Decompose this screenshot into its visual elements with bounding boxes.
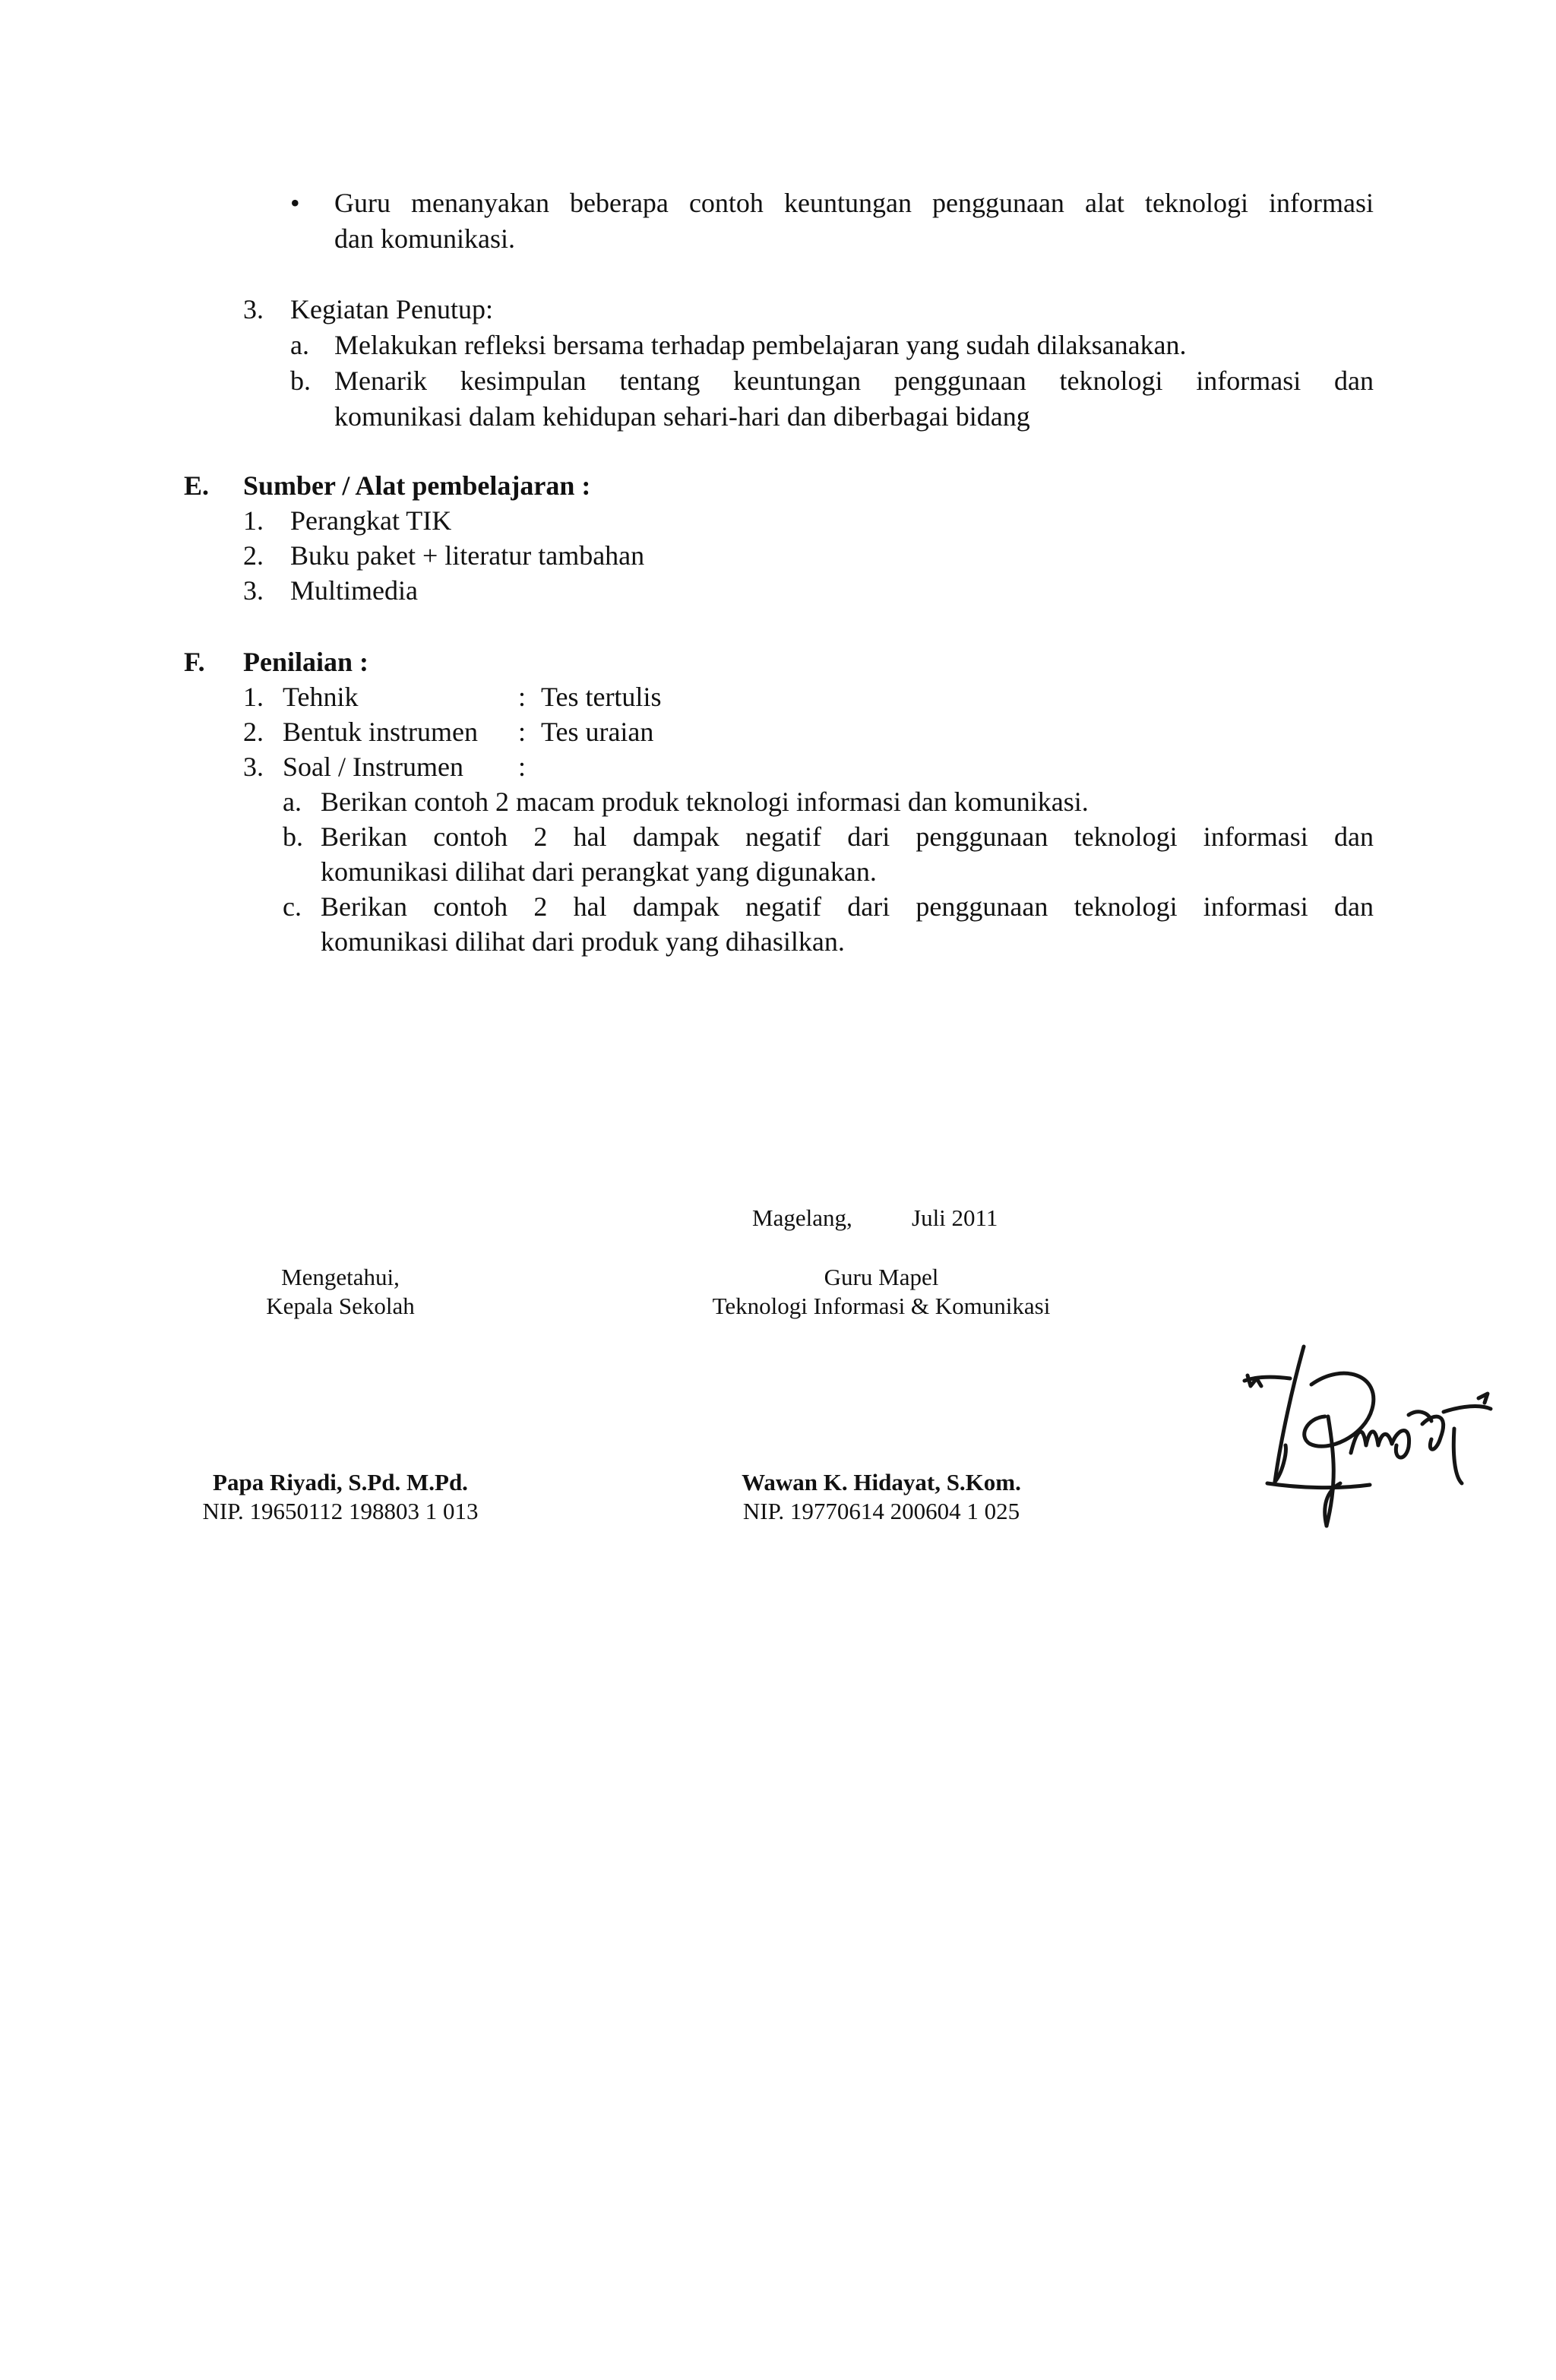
assessment-row-1-value: Tes tertulis <box>541 682 662 712</box>
right-signer-role: Teknologi Informasi & Komunikasi <box>712 1293 1051 1319</box>
right-signer-nip: NIP. 19770614 200604 1 025 <box>742 1498 1020 1524</box>
closing-title: Kegiatan Penutup: <box>290 294 493 324</box>
closing-item-b-line2: komunikasi dalam kehidupan sehari-hari dan diberbagai bidang <box>334 401 1030 432</box>
right-signer-line1: Guru Mapel <box>824 1264 939 1290</box>
question-b-mark: b. <box>283 821 303 852</box>
assessment-row-2-value: Tes uraian <box>541 717 654 747</box>
closing-item-b-mark: b. <box>290 366 311 396</box>
section-e-item-1-num: 1. <box>243 505 264 536</box>
question-c-line2: komunikasi dilihat dari produk yang dihasilkan. <box>321 926 845 957</box>
section-e-item-2-num: 2. <box>243 540 264 571</box>
assessment-row-3-num: 3. <box>243 752 264 782</box>
assessment-row-2-colon: : <box>518 717 527 747</box>
assessment-row-1-num: 1. <box>243 682 264 712</box>
handwritten-signature <box>1237 1339 1495 1537</box>
section-e-item-2-text: Buku paket + literatur tambahan <box>290 540 645 571</box>
section-f-letter: F. <box>184 647 205 677</box>
assessment-row-2-label: Bentuk instrumen <box>283 717 478 747</box>
assessment-row-3-label: Soal / Instrumen <box>283 752 463 782</box>
assessment-row-1-colon: : <box>518 682 527 712</box>
left-signer-nip: NIP. 19650112 198803 1 013 <box>202 1498 479 1524</box>
assessment-row-1-label: Tehnik <box>283 682 359 712</box>
left-signer-line1: Mengetahui, <box>281 1264 400 1290</box>
bullet-text-line2: dan komunikasi. <box>334 223 515 254</box>
closing-item-a-text: Melakukan refleksi bersama terhadap pembelajaran yang sudah dilaksanakan. <box>334 330 1187 360</box>
right-signer-name: Wawan K. Hidayat, S.Kom. <box>742 1469 1021 1495</box>
bullet-marker: • <box>290 188 300 218</box>
left-signer-name: Papa Riyadi, S.Pd. M.Pd. <box>213 1469 468 1495</box>
assessment-row-2-num: 2. <box>243 717 264 747</box>
closing-item-b-line1: Menarik kesimpulan tentang keuntungan penggunaan teknologi informasi dan <box>334 366 1374 396</box>
bullet-text-line1: Guru menanyakan beberapa contoh keuntungan penggunaan alat teknologi informasi <box>334 188 1374 218</box>
question-a-text: Berikan contoh 2 macam produk teknologi informasi dan komunikasi. <box>321 786 1089 817</box>
closing-item-a-mark: a. <box>290 330 309 360</box>
signing-date: Juli 2011 <box>912 1204 998 1231</box>
question-b-line2: komunikasi dilihat dari perangkat yang digunakan. <box>321 856 877 887</box>
section-e-item-3-text: Multimedia <box>290 575 418 606</box>
question-a-mark: a. <box>283 786 302 817</box>
section-f-heading: Penilaian : <box>243 647 369 677</box>
section-e-heading: Sumber / Alat pembelajaran : <box>243 470 591 501</box>
assessment-row-3-colon: : <box>518 752 527 782</box>
section-e-letter: E. <box>184 470 210 501</box>
question-c-mark: c. <box>283 891 302 922</box>
signing-place: Magelang, <box>752 1204 852 1231</box>
question-b-line1: Berikan contoh 2 hal dampak negatif dari penggunaan teknologi informasi dan <box>321 821 1374 852</box>
section-e-item-1-text: Perangkat TIK <box>290 505 452 536</box>
section-e-item-3-num: 3. <box>243 575 264 606</box>
left-signer-role: Kepala Sekolah <box>266 1293 415 1319</box>
closing-number: 3. <box>243 294 264 324</box>
question-c-line1: Berikan contoh 2 hal dampak negatif dari penggunaan teknologi informasi dan <box>321 891 1374 922</box>
